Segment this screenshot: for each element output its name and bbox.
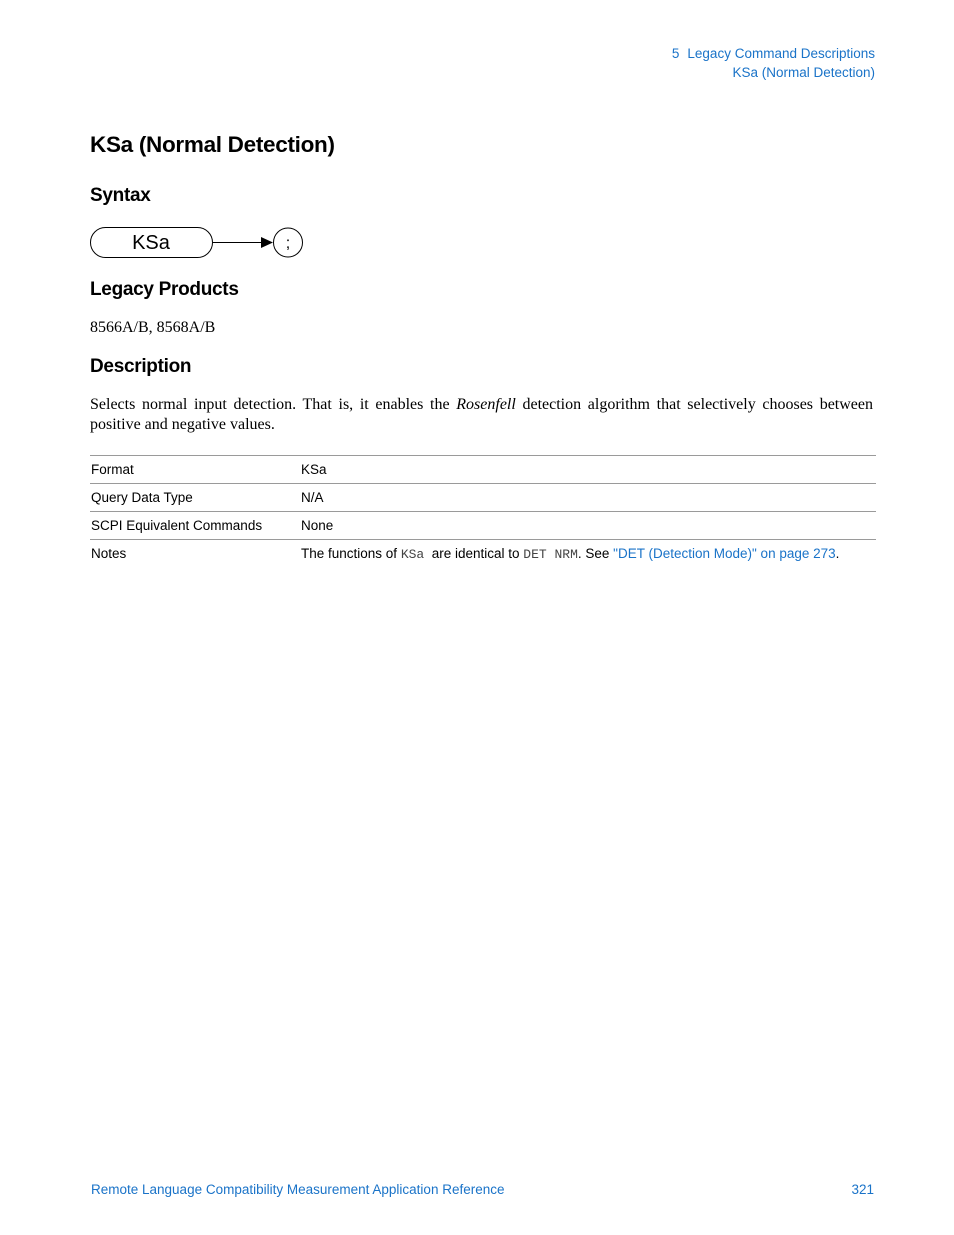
description-text xyxy=(90,395,873,435)
description-part-1: Selects normal input detection. That is, it enables the xyxy=(90,396,457,413)
notes-prefix: The functions of xyxy=(301,546,401,561)
notes-end: . xyxy=(835,546,840,561)
page-title: KSa (Normal Detection) xyxy=(90,132,335,157)
row-value: N/A xyxy=(300,484,876,512)
notes-middle: are identical to xyxy=(424,546,524,561)
row-key: Notes xyxy=(90,540,300,569)
det-cross-reference-link[interactable]: "DET (Detection Mode)" on page 273 xyxy=(613,546,836,561)
chapter-number: 5 xyxy=(671,46,680,61)
footer-doc-title: Remote Language Compatibility Measurement Application Reference xyxy=(91,1182,505,1197)
row-value: None xyxy=(300,512,876,540)
description-part-2: detection algorithm that selectively chooses between positive and negative values. xyxy=(90,396,874,433)
table-row xyxy=(90,512,876,540)
header-section: KSa (Normal Detection) xyxy=(732,65,875,80)
row-key: Query Data Type xyxy=(90,484,300,512)
notes-see: . See xyxy=(577,546,614,561)
description-heading: Description xyxy=(90,356,192,377)
chapter-title: Legacy Command Descriptions xyxy=(687,46,875,61)
command-properties-table xyxy=(90,455,876,568)
description-emphasis: Rosenfell xyxy=(456,396,516,413)
row-key: Format xyxy=(90,456,300,484)
code-ksa: KSa xyxy=(400,547,425,562)
table-row xyxy=(90,456,876,484)
syntax-diagram xyxy=(89,224,309,264)
code-det-nrm: DET NRM xyxy=(523,547,578,562)
notes-value xyxy=(300,540,876,569)
command-label: KSa xyxy=(132,232,170,254)
header-chapter xyxy=(672,44,875,63)
legacy-products-heading: Legacy Products xyxy=(90,279,239,300)
arrow-head-icon xyxy=(261,237,273,248)
page-footer xyxy=(91,1182,874,1197)
page-number: 321 xyxy=(851,1182,874,1197)
running-header xyxy=(672,44,875,82)
row-key: SCPI Equivalent Commands xyxy=(90,512,300,540)
table-row xyxy=(90,540,876,569)
row-value: KSa xyxy=(300,456,876,484)
table-row xyxy=(90,484,876,512)
syntax-heading: Syntax xyxy=(90,185,151,206)
legacy-products-list: 8566A/B, 8568A/B xyxy=(90,319,216,336)
terminator-label: ; xyxy=(285,235,291,252)
